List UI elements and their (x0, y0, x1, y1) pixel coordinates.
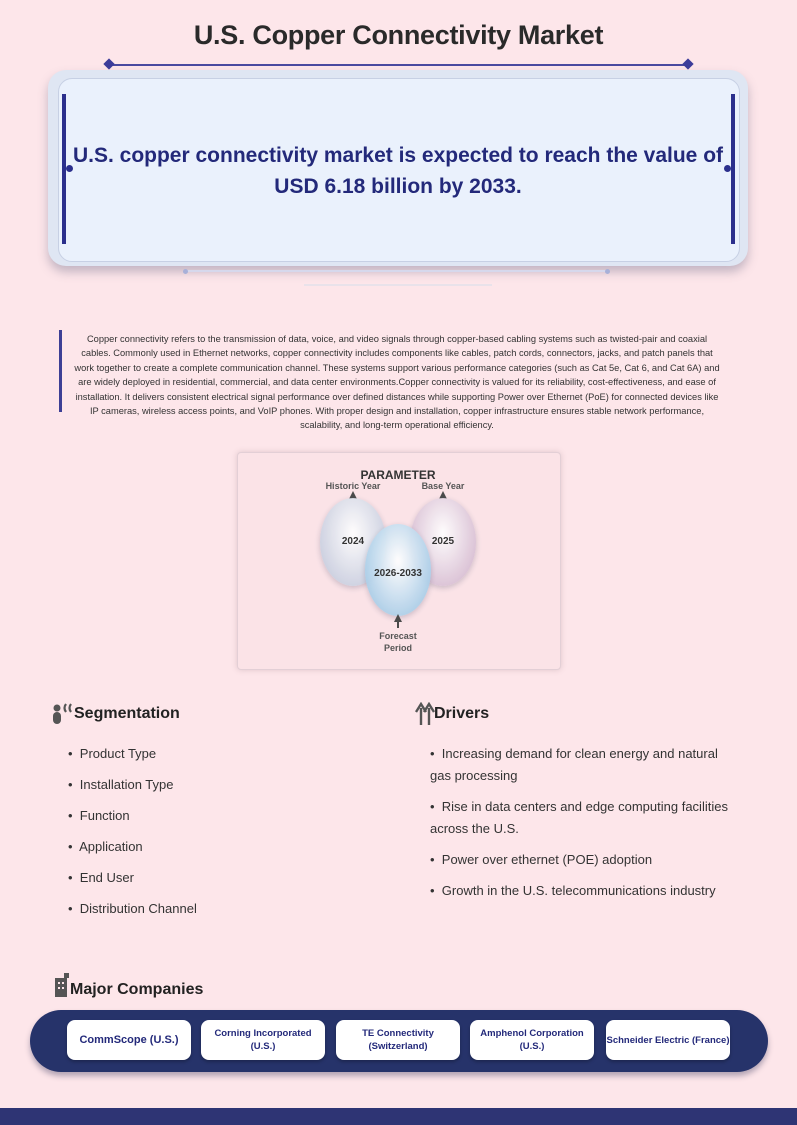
segmentation-title: Segmentation (74, 705, 180, 722)
bullet-dot: • (68, 839, 80, 854)
company-name: Schneider Electric (France) (606, 1034, 730, 1046)
segmentation-item-label: Function (79, 808, 130, 823)
diamond-icon (103, 58, 114, 69)
driver-item-label: Power over ethernet (POE) adoption (441, 852, 653, 867)
company-card (470, 1020, 594, 1060)
bullet-dot: • (430, 852, 442, 867)
arrow-up-icon (394, 614, 402, 622)
market-description: Copper connectivity refers to the transmission of data, voice, and video signals through copper-based cabling systems such as twisted-pair and coaxial cables. Commonly used in Ethernet networks, copper connectivity includes components like cables, patch cords, connectors, jacks, and patch panels that work together to create a complete communication channel. These systems support various performance categories (such as Cat 5e, Cat 6, and Cat 6A) and are widely deployed in residential, commercial, and data center environments.Copper connectivity is valued for its reliability, cost-effectiveness, and ease of installation. It delivers consistent electrical signal performance over defined distances while supporting Power over Ethernet (PoE) for connected devices like IP cameras, wireless access points, and VoIP phones. With proper design and installation, copper infrastructure ensures stable network performance, scalability, and long-term operational efficiency. (74, 334, 720, 431)
forecast-period-label (358, 630, 438, 654)
segmentation-item (68, 743, 368, 765)
segmentation-item-label: End User (79, 870, 134, 885)
company-name: CommScope (U.S.) (79, 1033, 179, 1046)
segmentation-item-label: Distribution Channel (79, 901, 197, 916)
bullet-dot: • (430, 799, 442, 814)
bullet-dot: • (430, 746, 442, 761)
company-card (201, 1020, 325, 1060)
base-year-label: Base Year (421, 481, 465, 491)
bullet-dot: • (68, 746, 80, 761)
company-name: TE Connectivity (Switzerland) (362, 1028, 434, 1052)
building-icon (54, 972, 70, 998)
hero-dot (724, 165, 731, 172)
company-card (67, 1020, 191, 1060)
bullet-dot: • (68, 870, 80, 885)
segmentation-item-label: Product Type (79, 746, 157, 761)
major-companies-title: Major Companies (70, 981, 204, 998)
driver-item (430, 880, 740, 902)
bullet-dot: • (68, 808, 80, 823)
driver-item (430, 796, 740, 840)
footer-bar (0, 1108, 797, 1125)
segmentation-item (68, 774, 368, 796)
underline-dot (605, 269, 610, 274)
hero-right-bar (731, 94, 735, 244)
forecast-label-line: Period (383, 643, 412, 653)
company-name: Corning Incorporated (U.S.) (214, 1028, 312, 1052)
company-card (606, 1020, 730, 1060)
drivers-list (430, 743, 740, 911)
segmentation-item (68, 836, 368, 858)
segmentation-item (68, 898, 368, 920)
forecast-label-line: Forecast (379, 631, 417, 641)
up-arrows-icon (415, 702, 435, 726)
bullet-dot: • (430, 883, 442, 898)
people-icon (51, 702, 73, 726)
diamond-icon (682, 58, 693, 69)
segmentation-item-label: Installation Type (79, 777, 174, 792)
segmentation-list (68, 743, 368, 929)
forecast-period-value: 2026-2033 (374, 568, 422, 579)
market-value-statement: U.S. copper connectivity market is expected to reach the value of USD 6.18 billion by 2033. (72, 144, 724, 198)
driver-item (430, 849, 740, 871)
drivers-title: Drivers (434, 705, 490, 722)
base-year-value: 2025 (431, 536, 455, 547)
parameter-title: PARAMETER (360, 468, 436, 482)
hero-underline-secondary (304, 284, 492, 286)
driver-item (430, 743, 740, 787)
driver-item-label: Rise in data centers and edge computing facilities across the U.S. (430, 799, 728, 836)
segmentation-item (68, 867, 368, 889)
title-divider (110, 64, 688, 66)
historic-year-value: 2024 (341, 536, 365, 547)
driver-item-label: Increasing demand for clean energy and natural gas processing (430, 746, 718, 783)
page-title: U.S. Copper Connectivity Market (193, 20, 604, 50)
company-card (336, 1020, 460, 1060)
historic-year-label: Historic Year (325, 481, 381, 491)
driver-item-label: Growth in the U.S. telecommunications industry (441, 883, 716, 898)
segmentation-item (68, 805, 368, 827)
bullet-dot: • (68, 901, 80, 916)
company-name: Amphenol Corporation (U.S.) (480, 1028, 584, 1052)
segmentation-item-label: Application (79, 839, 143, 854)
description-accent-bar (59, 330, 62, 412)
hero-underline (186, 270, 608, 272)
bullet-dot: • (68, 777, 80, 792)
underline-dot (183, 269, 188, 274)
